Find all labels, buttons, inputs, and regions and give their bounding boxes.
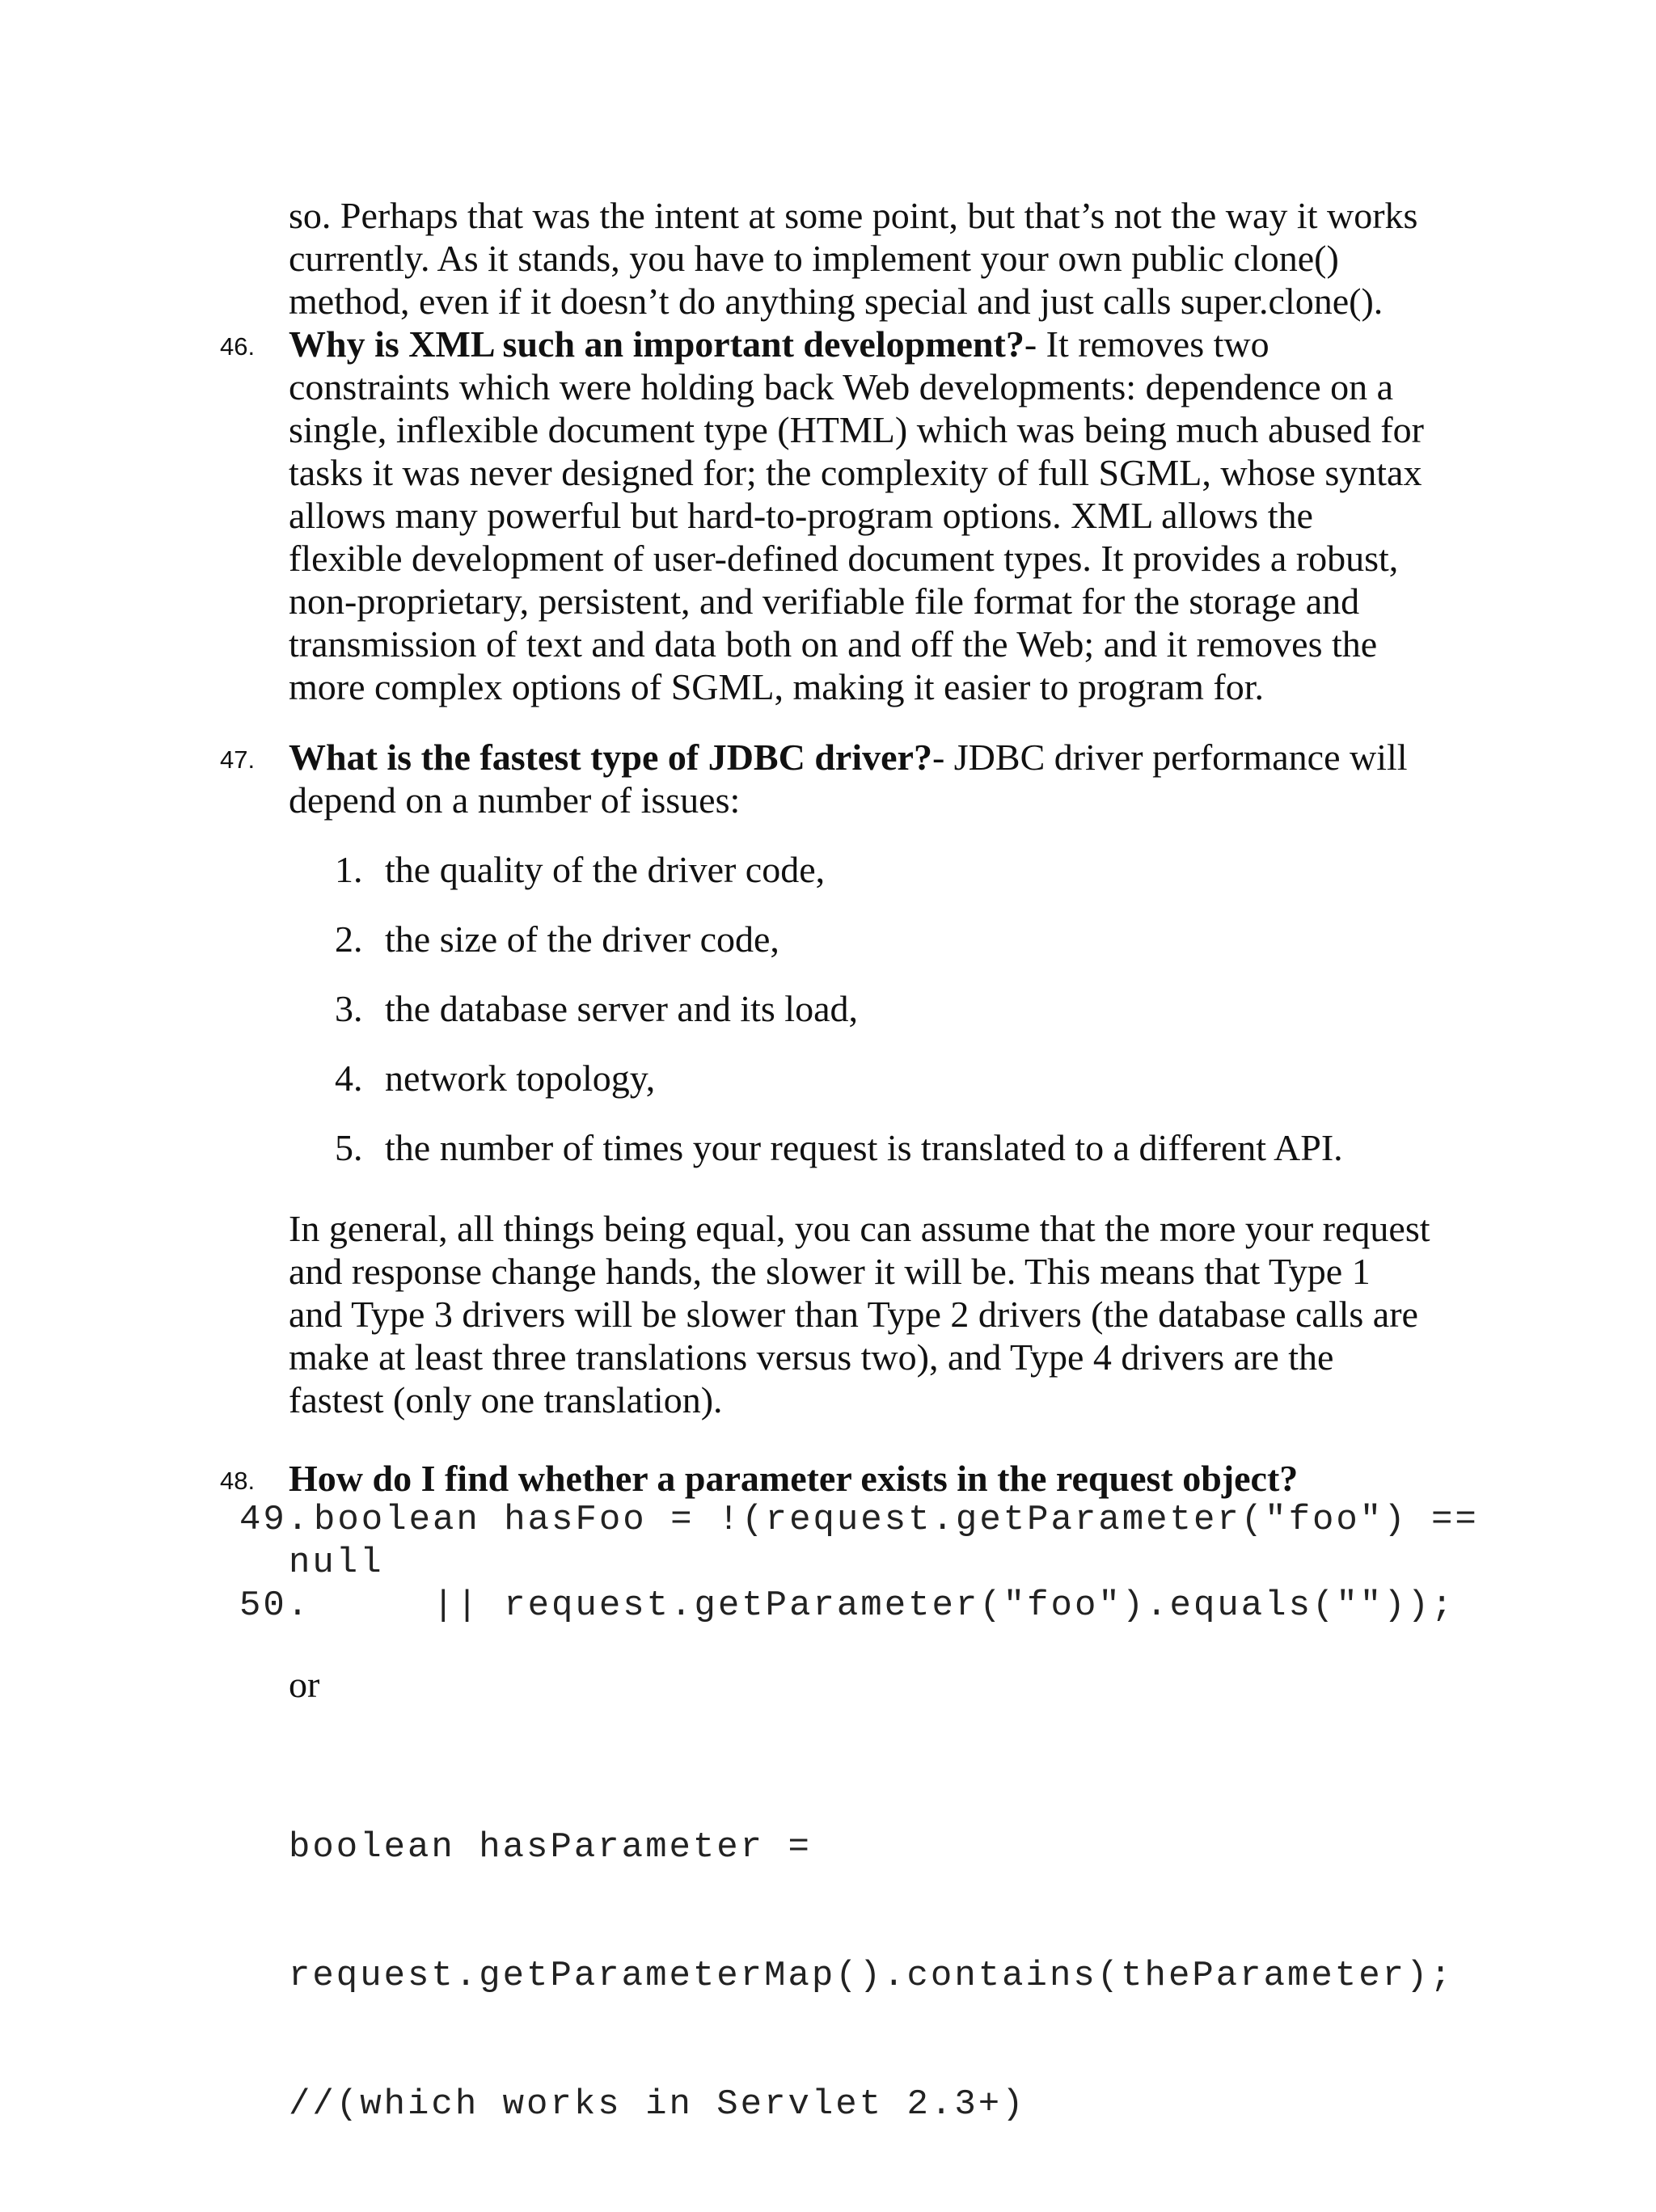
text-line: fastest (only one translation). <box>289 1379 723 1420</box>
question-number-46: 46. <box>220 332 256 361</box>
code-line: boolean hasFoo = !(request.getParameter("foo") == <box>314 1500 1479 1540</box>
code-line: null <box>289 1543 384 1583</box>
code-line: //(which works in Servlet 2.3+) <box>289 2084 1026 2125</box>
text-line: non-proprietary, persistent, and verifiable file format for the storage and <box>289 580 1360 622</box>
text-line: constraints which were holding back Web developments: dependence on a <box>289 366 1394 407</box>
text-line: currently. As it stands, you have to implement your own public clone() <box>289 238 1339 279</box>
text-line: tasks it was never designed for; the complexity of full SGML, whose syntax <box>289 452 1422 493</box>
question-47-first-line <box>289 736 1453 779</box>
text-line: - JDBC driver performance will <box>932 737 1408 778</box>
list-item-number: 4. <box>335 1057 363 1099</box>
question-48-title: How do I find whether a parameter exists in the request object? <box>289 1458 1299 1499</box>
question-46-first-line <box>289 323 1453 365</box>
list-item <box>335 987 858 1030</box>
text-line: In general, all things being equal, you can assume that the more your request <box>289 1208 1430 1249</box>
code-line-number-50: 50. <box>239 1585 311 1626</box>
list-item-text: the size of the driver code, <box>385 918 779 960</box>
code-line: request.getParameterMap().contains(theParameter); <box>289 1956 1454 1996</box>
list-item-text: the number of times your request is translated to a different API. <box>385 1127 1343 1168</box>
list-item-number: 5. <box>335 1127 363 1168</box>
question-47-conclusion <box>289 1207 1453 1421</box>
text-line: and response change hands, the slower it will be. This means that Type 1 <box>289 1251 1371 1292</box>
list-item <box>335 918 779 960</box>
text-line: so. Perhaps that was the intent at some point, but that’s not the way it works <box>289 195 1418 236</box>
text-line: - It removes two <box>1024 323 1269 365</box>
or-text <box>289 1663 1453 1706</box>
code-block-alternative <box>289 1741 1453 2212</box>
text-line: depend on a number of issues: <box>289 779 741 821</box>
code-line: boolean hasParameter = <box>289 1827 812 1868</box>
list-item-text: the quality of the driver code, <box>385 849 826 890</box>
list-item-number: 3. <box>335 988 363 1029</box>
list-item-text: network topology, <box>385 1057 656 1099</box>
text-line: method, even if it doesn’t do anything special and just calls super.clone(). <box>289 281 1384 322</box>
list-item-number: 1. <box>335 849 363 890</box>
list-item <box>335 1057 655 1100</box>
list-item <box>335 848 825 891</box>
code-line: || request.getParameter("foo").equals("")); <box>314 1585 1455 1626</box>
text-line: transmission of text and data both on and off the Web; and it removes the <box>289 623 1378 665</box>
code-line-number-49: 49. <box>239 1500 311 1540</box>
text-line: flexible development of user-defined document types. It provides a robust, <box>289 538 1399 579</box>
list-item-number: 2. <box>335 918 363 960</box>
question-number-47: 47. <box>220 745 256 774</box>
question-46-title: Why is XML such an important development? <box>289 323 1024 365</box>
text-line: and Type 3 drivers will be slower than Type 2 drivers (the database calls are <box>289 1294 1418 1335</box>
list-item-text: the database server and its load, <box>385 988 858 1029</box>
text-line: single, inflexible document type (HTML) which was being much abused for <box>289 409 1424 450</box>
question-48 <box>289 1457 1453 1500</box>
question-47 <box>289 736 1453 821</box>
text-line: or <box>289 1664 320 1705</box>
continuation-paragraph <box>289 194 1453 323</box>
text-line: more complex options of SGML, making it easier to program for. <box>289 666 1264 707</box>
text-line: make at least three translations versus two), and Type 4 drivers are the <box>289 1336 1334 1378</box>
text-line: allows many powerful but hard-to-program options. XML allows the <box>289 495 1313 536</box>
question-47-title: What is the fastest type of JDBC driver? <box>289 737 932 778</box>
question-46 <box>289 323 1453 708</box>
question-number-48: 48. <box>220 1467 256 1495</box>
list-item <box>335 1126 1343 1169</box>
